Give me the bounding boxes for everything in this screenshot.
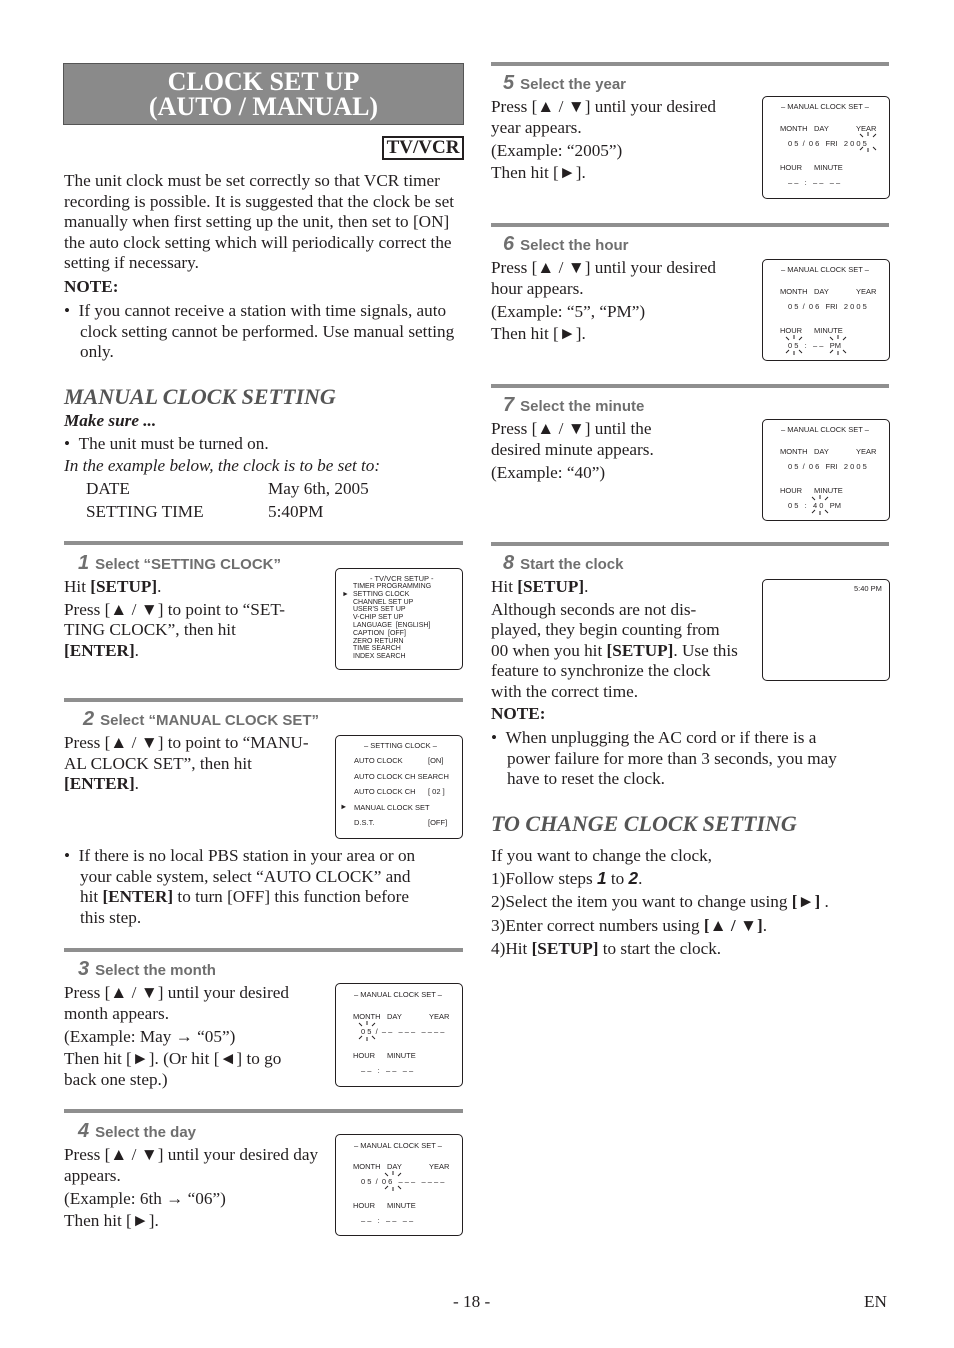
s2-b3c: to turn [OFF] this function before (173, 887, 409, 906)
step-1-rule (64, 541, 463, 545)
s7-l1: Press [▲ / ▼] until the (491, 419, 652, 438)
m6-row1: 0 5 / 0 6 FRI 2 0 0 5 (788, 302, 867, 311)
tvvcr-setup-screen (335, 568, 463, 670)
s8-l3c: . Use this (673, 640, 738, 660)
m5-row2: – – : – – – – (788, 178, 841, 187)
step-4-rule (64, 1109, 463, 1113)
note-bullet-text: If you cannot receive a station with time signals, auto clock setting cannot be performed. Use manual setting only. (78, 301, 455, 361)
intro-paragraph (64, 171, 464, 363)
step-3-rule (64, 948, 463, 952)
step-4-text (64, 1145, 339, 1232)
s8-l2: played, they begin counting from (491, 620, 720, 639)
step-6-heading (503, 233, 628, 256)
change-l1d: 2 (628, 868, 639, 889)
change-l4c: to start the clock. (598, 938, 722, 958)
m7-title: – MANUAL CLOCK SET – (781, 425, 869, 434)
setting-manual: MANUAL CLOCK SET (354, 803, 430, 812)
s2-b4: this step. (80, 907, 142, 927)
s1-dot: . (157, 577, 162, 596)
change-l0: If you want to change the clock, (491, 846, 712, 865)
menu-list (353, 583, 431, 661)
s6-l2: hour appears. (491, 278, 584, 298)
step-5-number: 5 (503, 72, 515, 94)
minute-screen (762, 419, 890, 521)
m4-hour: HOUR (353, 1201, 376, 1210)
s3-l2: month appears. (64, 1003, 170, 1023)
s8-n3: have to reset the clock. (507, 769, 665, 788)
make-sure: Make sure ... (64, 411, 157, 430)
m3-row1: 0 5 / – – – – – – – – – (361, 1027, 445, 1036)
menu-cursor-icon: ► (342, 591, 349, 598)
step-1-title: Select “SETTING CLOCK” (95, 556, 281, 573)
date-label: DATE (86, 479, 130, 498)
setting-ch: AUTO CLOCK CH (354, 787, 416, 796)
setting-title: – SETTING CLOCK – (364, 741, 437, 750)
s1-press: Press [▲ / ▼] to point to “SET- (64, 599, 286, 619)
setting-dst: D.S.T. (354, 818, 375, 827)
setting-cursor-icon: ► (340, 802, 348, 811)
m5-title: – MANUAL CLOCK SET – (781, 102, 869, 111)
s2-b3b: [ENTER] (102, 887, 174, 906)
change-clock-heading: TO CHANGE CLOCK SETTING (491, 811, 797, 836)
step-1-text (64, 577, 334, 661)
m7-row2: 0 5 : 4 0 PM (788, 501, 841, 510)
m5-day: DAY (814, 124, 829, 133)
m3-month: MONTH (353, 1012, 381, 1021)
menu-title: - TV/VCR SETUP - (370, 574, 434, 583)
blink-icon (827, 334, 849, 356)
s5-l2: year appears. (491, 117, 582, 137)
s2-b2: your cable system, select “AUTO CLOCK” and (80, 866, 411, 886)
change-l3c: . (762, 915, 768, 935)
m5-year: YEAR (856, 124, 877, 133)
m7-row1: 0 5 / 0 6 FRI 2 0 0 5 (788, 462, 867, 471)
s8-l4: feature to synchronize the clock (491, 661, 711, 680)
s8-n1: When unplugging the AC cord or if there is a (505, 728, 817, 747)
menu-item: ZERO RETURN (353, 637, 404, 645)
setting-auto: AUTO CLOCK (354, 756, 403, 765)
step-2-number: 2 (83, 708, 95, 730)
step-4-number: 4 (78, 1120, 90, 1142)
note-bullet: • If you cannot receive a station with time signals, auto clock setting cannot be performed. Use manual setting only. (64, 301, 455, 361)
s5-l4: Then hit [►]. (491, 163, 586, 183)
blink-icon (809, 494, 831, 516)
step-8-rule (491, 542, 889, 546)
blink-icon (857, 131, 879, 153)
step-4-title: Select the day (95, 1124, 197, 1141)
step-4-heading (78, 1120, 196, 1143)
s2-period: . (134, 774, 139, 793)
day-screen (335, 1134, 463, 1236)
menu-item: LANGUAGE [ENGLISH] (353, 621, 431, 629)
language-code: EN (864, 1292, 887, 1311)
setting-clock-screen (335, 735, 463, 839)
m6-hour: HOUR (780, 326, 803, 335)
menu-item: CHANNEL SET UP (353, 598, 414, 606)
step-6-title: Select the hour (520, 237, 629, 254)
change-l3a: 3)Enter correct numbers using (491, 915, 704, 935)
m4-minute: MINUTE (387, 1201, 416, 1210)
setting-search: AUTO CLOCK CH SEARCH (354, 772, 449, 781)
menu-item: TIMER PROGRAMMING (353, 583, 432, 590)
change-l1a: 1)Follow steps (491, 869, 597, 889)
step-5-text (491, 97, 761, 184)
m3-title: – MANUAL CLOCK SET – (354, 990, 442, 999)
change-l2a: 2)Select the item you want to change using (491, 892, 792, 912)
change-l1b: 1 (597, 868, 607, 889)
example-text: In the example below, the clock is to be set to: (64, 456, 381, 475)
step-8-number: 8 (503, 552, 515, 574)
s8-dot: . (584, 577, 589, 596)
s1-enter: [ENTER] (64, 640, 135, 660)
hour-screen (762, 259, 890, 361)
m4-year: YEAR (429, 1162, 450, 1171)
menu-item: INDEX SEARCH (353, 653, 406, 661)
m3-minute: MINUTE (387, 1051, 416, 1060)
s7-l2: desired minute appears. (491, 439, 654, 459)
change-l1c: to (606, 869, 629, 889)
m4-title: – MANUAL CLOCK SET – (354, 1141, 442, 1150)
m5-hour: HOUR (780, 163, 803, 172)
s8-l3a: 00 when you hit (491, 640, 607, 660)
change-text (491, 844, 889, 960)
step-7-rule (491, 384, 889, 388)
step-2-text (64, 733, 334, 795)
change-l4b: [SETUP] (531, 938, 599, 958)
m7-day: DAY (814, 447, 829, 456)
s2-b3a: hit (80, 887, 103, 906)
m7-minute: MINUTE (814, 486, 843, 495)
blink-icon (382, 1170, 404, 1192)
blink-icon (783, 334, 805, 356)
step-2-bullet: • If there is no local PBS station in your area or on your cable system, select “AUTO CLOCK” and hit [ENTER] to turn [OFF] this function before this step. (64, 846, 464, 928)
s8-l3b: [SETUP] (606, 640, 674, 660)
s4-l2: appears. (64, 1165, 121, 1185)
step-3-title: Select the month (95, 962, 216, 979)
m5-month: MONTH (780, 124, 808, 133)
s1-key: [SETUP] (90, 577, 158, 596)
turned-on-bullet: • The unit must be turned on. (64, 433, 269, 453)
m6-month: MONTH (780, 287, 808, 296)
s8-l5: with the correct time. (491, 681, 638, 701)
m5-minute: MINUTE (814, 163, 843, 172)
title-line-1: CLOCK SET UP (167, 67, 360, 96)
s6-l1: Press [▲ / ▼] until your desired (491, 258, 716, 277)
setting-dst-value: [OFF] (428, 818, 448, 827)
menu-item: SETTING CLOCK (353, 590, 410, 598)
s6-l4: Then hit [►]. (491, 324, 586, 344)
m3-hour: HOUR (353, 1051, 376, 1060)
step-2-rule (64, 698, 463, 702)
s1-press2: TING CLOCK”, then hit (64, 620, 236, 639)
turned-on-text: The unit must be turned on. (78, 433, 269, 453)
s2-l1: Press [▲ / ▼] to point to “MANU- (64, 733, 309, 752)
m4-day: DAY (387, 1162, 402, 1171)
step-3-number: 3 (78, 958, 90, 980)
step-5-rule (491, 62, 889, 66)
s2-l2: AL CLOCK SET”, then hit (64, 753, 252, 773)
step-2-title: Select “MANUAL CLOCK SET” (100, 712, 320, 729)
step-8-text (491, 577, 766, 725)
m6-minute: MINUTE (814, 326, 843, 335)
s5-l1: Press [▲ / ▼] until your desired (491, 97, 716, 116)
setting-ch-value: [ 02 ] (428, 787, 445, 796)
m7-hour: HOUR (780, 486, 803, 495)
step-2-heading (83, 708, 319, 731)
step-8-title: Start the clock (520, 556, 624, 573)
s3-l3: (Example: May → “05”) (64, 1026, 236, 1046)
menu-item: V-CHIP SET UP (353, 614, 404, 622)
s7-l3: (Example: “40”) (491, 462, 606, 482)
time-value: 5:40PM (268, 502, 324, 521)
m3-year: YEAR (429, 1012, 450, 1021)
m4-row1: 0 5 / 0 6 – – – – – – – (361, 1177, 445, 1186)
s3-l1: Press [▲ / ▼] until your desired (64, 983, 289, 1002)
change-l4a: 4)Hit (491, 938, 532, 958)
step-6-text (491, 258, 761, 345)
clock-screen (762, 579, 890, 681)
s8-n2: power failure for more than 3 seconds, you may (507, 748, 837, 768)
note-label: NOTE: (64, 276, 119, 296)
menu-item: CAPTION [OFF] (353, 629, 406, 637)
s8-hit: Hit (491, 577, 518, 596)
m5-row1: 0 5 / 0 6 FRI 2 0 0 5 (788, 139, 867, 148)
m4-row2: – – : – – – – (361, 1216, 414, 1225)
step-3-heading (78, 958, 216, 981)
s2-b1: If there is no local PBS station in your area or on (78, 846, 416, 865)
tv-vcr-badge: TV/VCR (382, 136, 464, 160)
m6-title: – MANUAL CLOCK SET – (781, 265, 869, 274)
step-6-number: 6 (503, 233, 515, 255)
step-8-heading (503, 552, 624, 575)
s8-key: [SETUP] (517, 577, 585, 596)
step-8-note: • When unplugging the AC cord or if there is a power failure for more than 3 seconds, you may have to reset the clock. (491, 728, 889, 790)
menu-item: USER'S SET UP (353, 606, 406, 614)
step-7-title: Select the minute (520, 398, 645, 415)
m3-day: DAY (387, 1012, 402, 1021)
s4-l1: Press [▲ / ▼] until your desired day (64, 1145, 319, 1164)
step-7-number: 7 (503, 394, 515, 416)
step-6-rule (491, 223, 889, 227)
step-5-heading (503, 72, 626, 95)
step-3-text (64, 983, 334, 1091)
s4-l3: (Example: 6th → “06”) (64, 1188, 226, 1208)
menu-item: TIME SEARCH (353, 645, 401, 653)
m6-year: YEAR (856, 287, 877, 296)
title-line-2: (AUTO / MANUAL) (148, 92, 379, 121)
step-7-text (491, 419, 761, 483)
m7-month: MONTH (780, 447, 808, 456)
month-screen (335, 983, 463, 1087)
s3-l5: back one step.) (64, 1070, 168, 1090)
step-5-title: Select the year (520, 76, 627, 93)
s6-l3: (Example: “5”, “PM”) (491, 301, 646, 321)
m6-day: DAY (814, 287, 829, 296)
s8-note-label: NOTE: (491, 704, 546, 723)
s1-hit: Hit (64, 577, 91, 596)
change-l3b: [▲ / ▼] (703, 915, 763, 935)
step-1-heading (78, 552, 281, 575)
blink-icon (356, 1020, 378, 1042)
clock-time: 5:40 PM (854, 584, 882, 593)
page-number: - 18 - (453, 1292, 491, 1311)
step-1-number: 1 (78, 552, 90, 574)
change-l2b: [►] (791, 892, 821, 912)
intro-text: The unit clock must be set correctly so that VCR timer recording is possible. It is suggested that the clock be set manually when first setting up the unit, then set to [ON] the auto clock setting which will periodically correct the setting if necessary. (64, 171, 454, 272)
manual-block (64, 411, 464, 477)
step-7-heading (503, 394, 644, 417)
s4-l4: Then hit [►]. (64, 1211, 159, 1231)
m4-month: MONTH (353, 1162, 381, 1171)
s2-enter: [ENTER] (64, 774, 135, 793)
m6-row2: 0 5 : – – PM (788, 341, 841, 350)
manual-clock-heading: MANUAL CLOCK SETTING (64, 384, 336, 409)
s8-l1: Although seconds are not dis- (491, 599, 697, 619)
year-screen (762, 96, 890, 199)
change-l2c: . (820, 892, 829, 912)
page-title (63, 63, 464, 125)
m7-year: YEAR (856, 447, 877, 456)
setting-auto-value: [ON] (428, 756, 444, 765)
time-label: SETTING TIME (86, 502, 204, 521)
m3-row2: – – : – – – – (361, 1066, 414, 1075)
s3-l4: Then hit [►]. (Or hit [◄] to go (64, 1049, 282, 1069)
s5-l3: (Example: “2005”) (491, 140, 623, 160)
date-value: May 6th, 2005 (268, 479, 369, 498)
change-l1e: . (638, 869, 643, 889)
s1-period: . (134, 640, 139, 660)
